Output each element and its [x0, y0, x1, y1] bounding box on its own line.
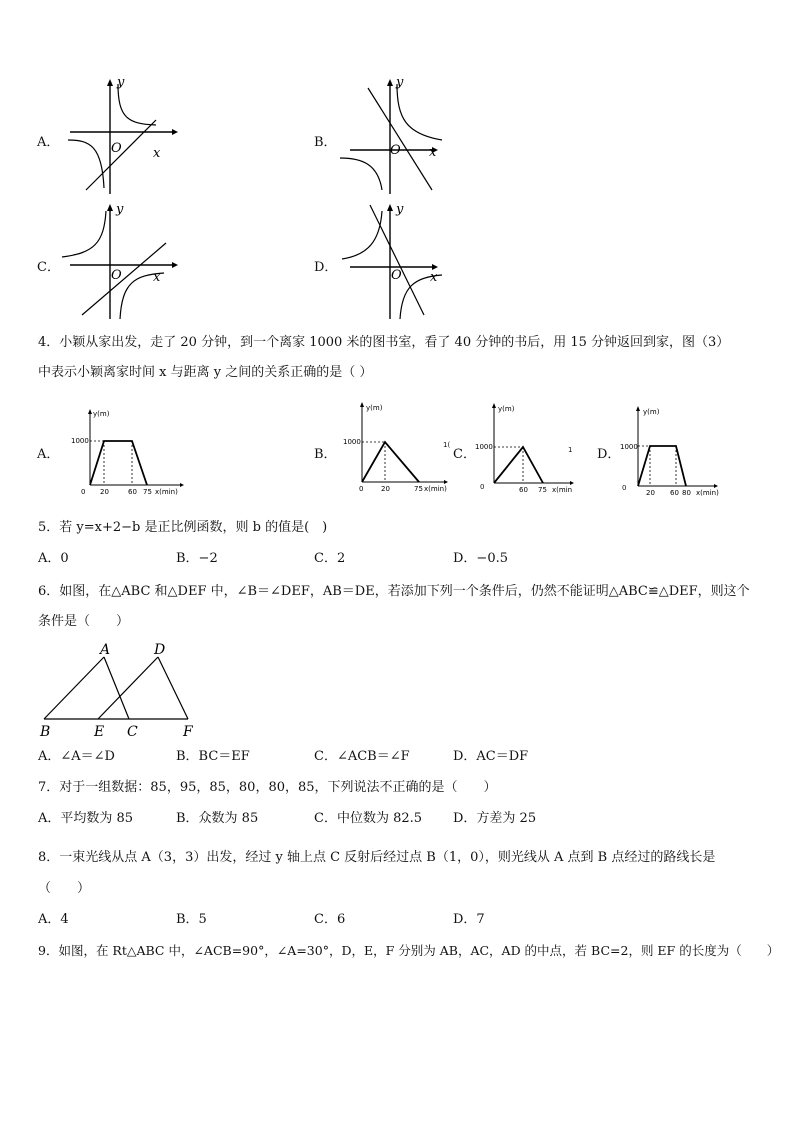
- y-tick: 1000: [343, 438, 361, 446]
- graph-a: [60, 75, 190, 198]
- point-c-label: C: [127, 724, 138, 740]
- option-letter: C．: [37, 260, 60, 275]
- q8-option-a[interactable]: A．4: [38, 912, 69, 927]
- q5-stem: 5．若 y=x+2−b 是正比例函数，则 b 的值是( ): [38, 520, 328, 535]
- x-tick: 0: [359, 485, 364, 493]
- y-axis-label: y: [396, 75, 404, 90]
- q5-option-c[interactable]: C．2: [314, 551, 346, 566]
- point-e-label: E: [94, 724, 105, 740]
- distance-time-graph-d: [618, 404, 728, 499]
- option-letter: B．: [314, 135, 337, 150]
- graph-d: [340, 203, 470, 323]
- q8-answer-blank: （ ）: [38, 881, 91, 896]
- point-d-label: D: [154, 642, 166, 658]
- option-letter: B．: [314, 447, 337, 462]
- x-axis-label: x: [430, 270, 438, 285]
- q6-stem-line2: 条件是（ ）: [38, 614, 130, 629]
- option-letter: D．: [597, 447, 621, 462]
- x-tick: 80: [682, 489, 691, 497]
- point-b-label: B: [40, 724, 51, 740]
- option-letter: D．: [314, 260, 338, 275]
- stray-mark: 1: [568, 446, 573, 454]
- stray-mark: 0: [480, 483, 485, 491]
- x-tick: 60: [670, 489, 679, 497]
- q8-stem: 8．一束光线从点 A（3，3）出发，经过 y 轴上点 C 反射后经过点 B（1，0），则光线从 A 点到 B 点经过的路线长是: [38, 850, 716, 865]
- x-tick: 0: [81, 488, 86, 496]
- y-axis-label: y(m): [93, 410, 110, 418]
- x-axis-label: x(min): [696, 489, 719, 497]
- x-tick: 20: [646, 489, 655, 497]
- x-axis-label: x(min: [552, 486, 573, 494]
- x-axis-label: x: [429, 145, 437, 160]
- q6-option-d[interactable]: D．AC＝DF: [453, 749, 529, 764]
- origin-label: O: [111, 268, 122, 283]
- option-letter: A．: [37, 447, 60, 462]
- x-axis-label: x: [153, 270, 161, 285]
- q8-option-b[interactable]: B．5: [176, 912, 207, 927]
- y-tick: 1000: [620, 443, 638, 451]
- x-axis-label: x(min): [424, 485, 447, 493]
- x-tick: 60: [128, 488, 137, 496]
- y-axis-label: y: [396, 202, 404, 217]
- q7-option-d[interactable]: D．方差为 25: [453, 811, 537, 826]
- option-letter: A．: [37, 135, 60, 150]
- q7-option-b[interactable]: B．众数为 85: [176, 811, 259, 826]
- graph-b: [340, 75, 470, 198]
- origin-label: O: [390, 143, 401, 158]
- point-f-label: F: [183, 724, 193, 740]
- q6-option-a[interactable]: A．∠A＝∠D: [38, 749, 115, 764]
- q9-stem: 9．如图，在 Rt△ABC 中，∠ACB=90°，∠A=30°，D，E，F 分别为 AB，AC，AD 的中点，若 BC=2，则 EF 的长度为（ ）: [38, 943, 780, 958]
- q4-stem-line2: 中表示小颖离家时间 x 与距离 y 之间的关系正确的是（ ）: [38, 365, 373, 380]
- x-tick: 20: [100, 488, 109, 496]
- origin-label: O: [391, 268, 402, 283]
- distance-time-graph-a: [68, 405, 188, 500]
- q7-stem: 7．对于一组数据：85，95，85，80，80，85，下列说法不正确的是（ ）: [38, 780, 497, 795]
- y-tick: 1000: [475, 443, 493, 451]
- q8-option-d[interactable]: D．7: [453, 912, 485, 927]
- stray-mark: 0: [622, 484, 627, 492]
- x-tick: 75: [414, 485, 423, 493]
- q5-option-d[interactable]: D．−0.5: [453, 551, 508, 566]
- point-a-label: A: [100, 642, 111, 658]
- distance-time-graph-b: [340, 400, 460, 495]
- stray-mark: 1(: [443, 441, 451, 449]
- distance-time-graph-c: [472, 401, 582, 496]
- x-tick: 75: [538, 486, 547, 494]
- q6-option-c[interactable]: C．∠ACB＝∠F: [314, 749, 410, 764]
- y-axis-label: y(m): [643, 408, 660, 416]
- x-tick: 75: [143, 488, 152, 496]
- triangle-figure: [38, 640, 208, 740]
- q6-option-b[interactable]: B．BC＝EF: [176, 749, 250, 764]
- graph-c: [60, 203, 190, 323]
- x-axis-label: x(min): [155, 488, 178, 496]
- q5-option-a[interactable]: A．0: [38, 551, 69, 566]
- x-tick: 60: [519, 486, 528, 494]
- x-tick: 20: [381, 485, 390, 493]
- q7-option-c[interactable]: C．中位数为 82.5: [314, 811, 423, 826]
- y-tick: 1000: [71, 437, 89, 445]
- q8-option-c[interactable]: C．6: [314, 912, 346, 927]
- q4-stem-line1: 4．小颖从家出发，走了 20 分钟，到一个离家 1000 米的图书室，看了 40 分钟的书后，用 15 分钟返回到家，图（3）: [38, 335, 730, 350]
- y-axis-label: y(m): [498, 405, 515, 413]
- y-axis-label: y: [117, 75, 125, 90]
- y-axis-label: y: [116, 202, 124, 217]
- x-axis-label: x: [153, 146, 161, 161]
- q6-stem-line1: 6．如图，在△ABC 和△DEF 中，∠B＝∠DEF，AB＝DE，若添加下列一个条件后，仍然不能证明△ABC≌△DEF，则这个: [38, 584, 750, 599]
- option-letter: C．: [453, 447, 476, 462]
- q5-option-b[interactable]: B．−2: [176, 551, 218, 566]
- y-axis-label: y(m): [366, 404, 383, 412]
- origin-label: O: [111, 141, 122, 156]
- q7-option-a[interactable]: A．平均数为 85: [38, 811, 134, 826]
